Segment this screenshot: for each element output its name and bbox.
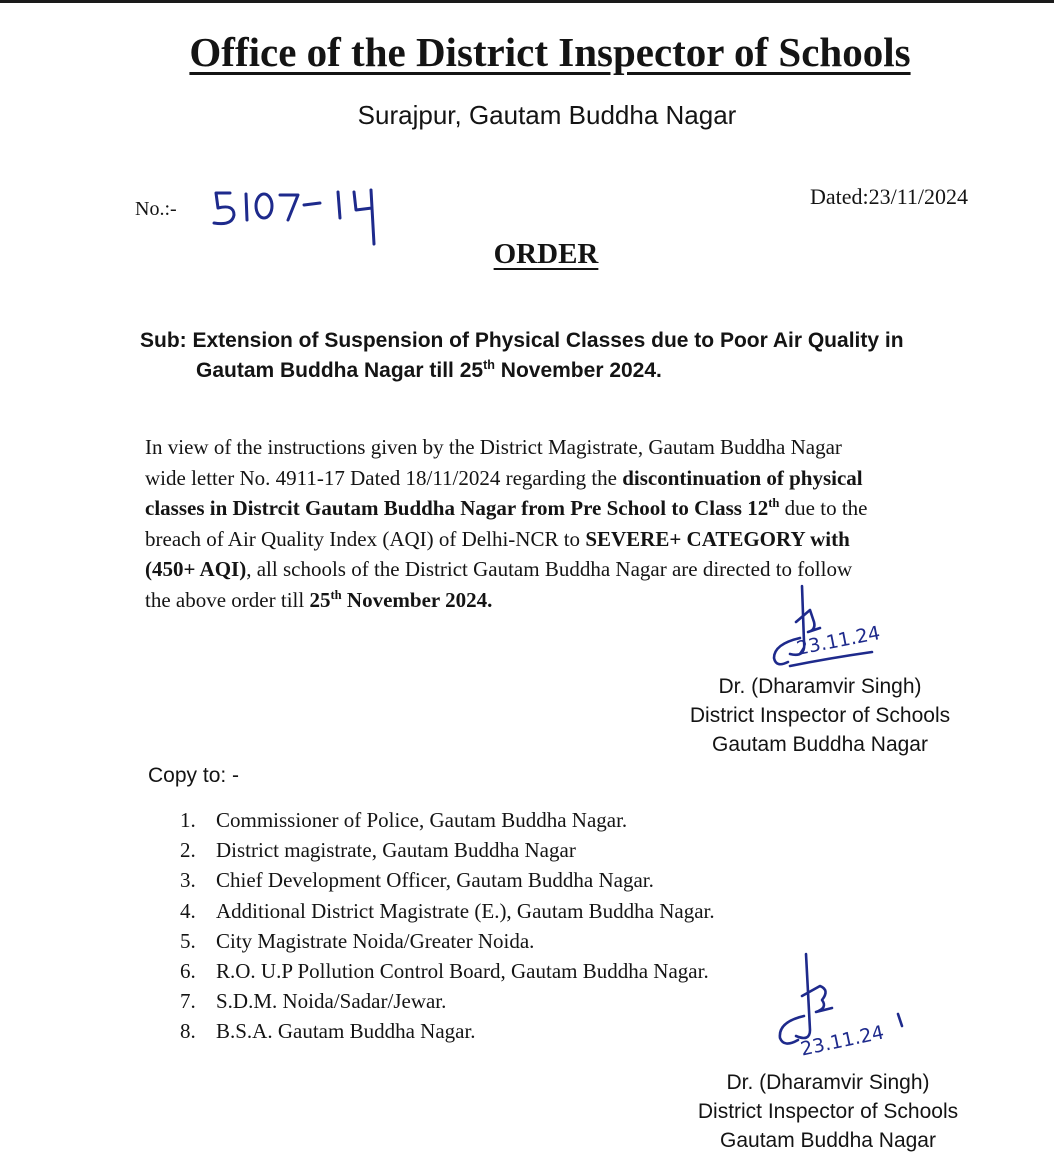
body-line: wide letter No. 4911-17 Dated 18/11/2024 regarding the discontinuation of physical <box>145 465 863 490</box>
body-line: breach of Air Quality Index (AQI) of Delhi-NCR to SEVERE+ CATEGORY with <box>145 526 850 551</box>
signatory-block <box>668 1068 988 1155</box>
signatory-designation: District Inspector of Schools <box>697 1100 959 1123</box>
order-heading: ORDER <box>493 238 599 270</box>
signatory-location: Gautam Buddha Nagar <box>720 1129 936 1152</box>
list-item: 4. Additional District Magistrate (E.), Gautam Buddha Nagar. <box>180 898 715 923</box>
order-date: Dated:23/11/2024 <box>809 184 968 209</box>
subject-line <box>140 326 940 386</box>
handwritten-reference-number <box>206 168 396 248</box>
copy-to-label: Copy to: - <box>148 764 240 787</box>
office-address: Surajpur, Gautam Buddha Nagar <box>357 100 737 130</box>
list-item: 2. District magistrate, Gautam Buddha Nagar <box>180 838 576 863</box>
body-line: (450+ AQI), all schools of the District Gautam Buddha Nagar are directed to follow <box>145 557 853 581</box>
body-line: In view of the instructions given by the District Magistrate, Gautam Buddha Nagar <box>145 435 842 459</box>
list-item: 7. S.D.M. Noida/Sadar/Jewar. <box>180 989 447 1014</box>
signature-date: 23.11.24 <box>798 1021 886 1061</box>
signatory-name: Dr. (Dharamvir Singh) <box>718 675 922 698</box>
top-border <box>0 0 1054 3</box>
list-item: 8. B.S.A. Gautam Buddha Nagar. <box>180 1019 476 1044</box>
signature-date: 23.11.24 <box>794 622 882 660</box>
list-item: 5. City Magistrate Noida/Greater Noida. <box>180 928 535 953</box>
list-item: 3. Chief Development Officer, Gautam Buddha Nagar. <box>180 868 654 893</box>
signatory-block <box>660 672 980 759</box>
body-line: classes in Distrcit Gautam Buddha Nagar from Pre School to Class 12th due to the <box>145 496 868 520</box>
signatory-location: Gautam Buddha Nagar <box>712 733 928 756</box>
signatory-name: Dr. (Dharamvir Singh) <box>726 1071 930 1094</box>
list-item: 1. Commissioner of Police, Gautam Buddha Nagar. <box>180 808 628 832</box>
copy-to-list <box>180 805 715 1047</box>
list-item: 6. R.O. U.P Pollution Control Board, Gautam Buddha Nagar. <box>180 959 709 984</box>
subject-line-1: Sub: Extension of Suspension of Physical Classes due to Poor Air Quality in <box>140 329 904 352</box>
office-title: Office of the District Inspector of Schools <box>189 29 911 75</box>
reference-number-label: No.:- <box>135 198 177 220</box>
signatory-designation: District Inspector of Schools <box>689 704 951 727</box>
subject-line-2: Gautam Buddha Nagar till 25th November 2024. <box>196 358 662 382</box>
body-line: the above order till 25th November 2024. <box>145 587 493 612</box>
